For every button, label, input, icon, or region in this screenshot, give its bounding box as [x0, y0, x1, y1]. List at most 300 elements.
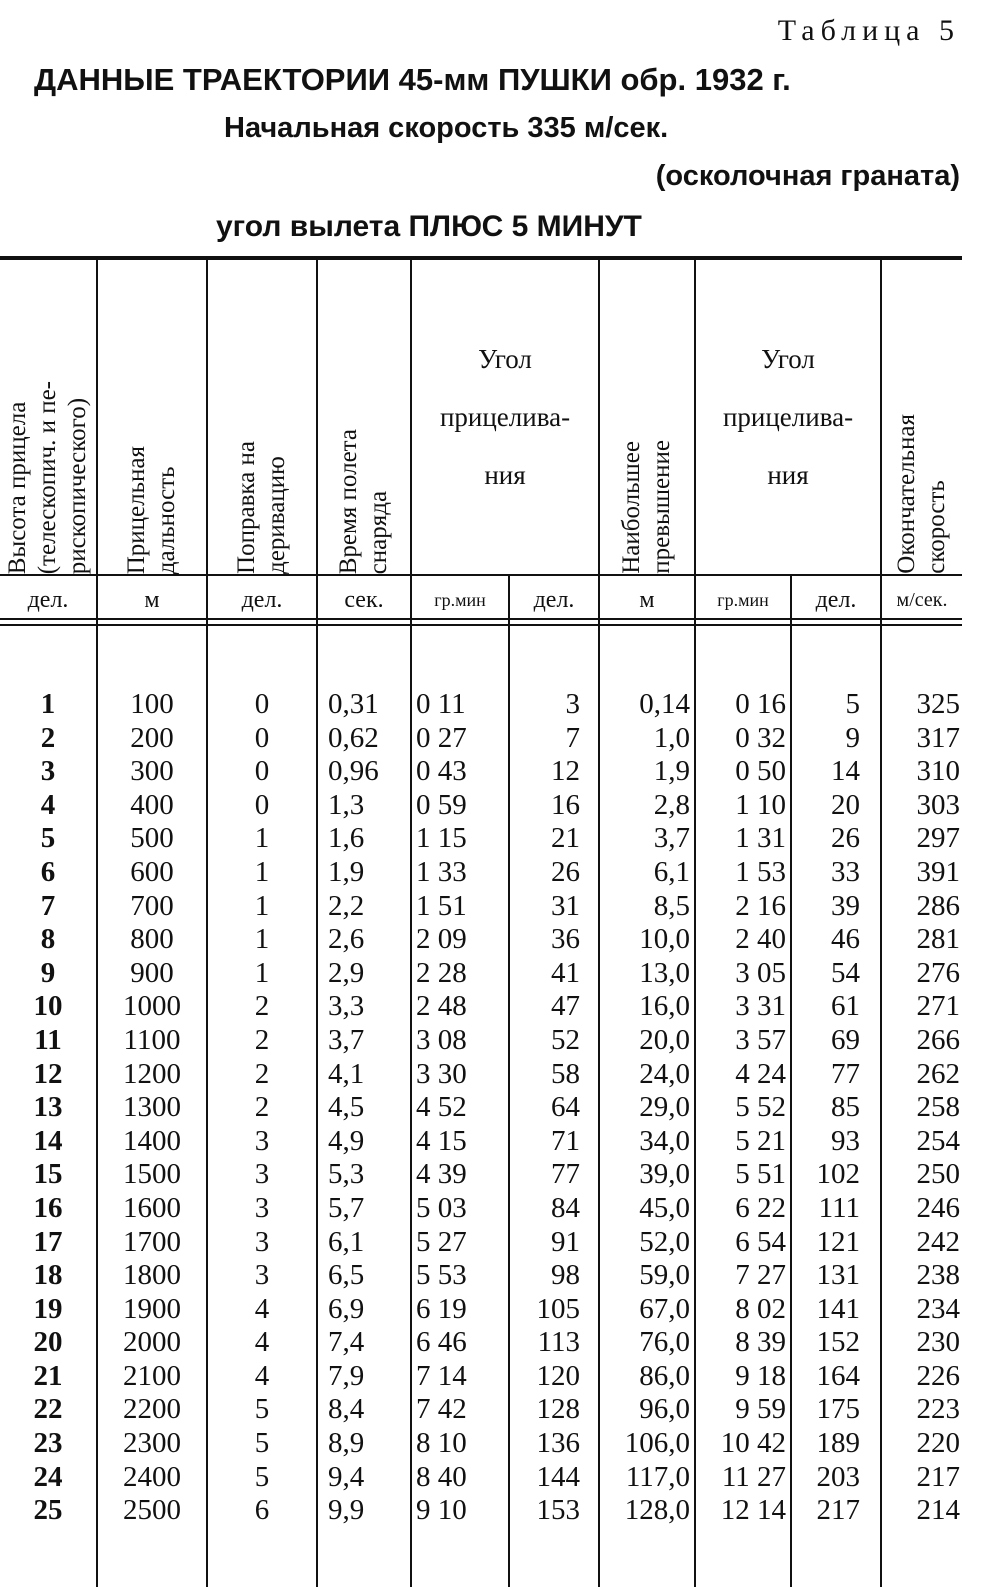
cell-aim2-grmin: 8 02	[735, 1292, 786, 1325]
cell-flight-time: 0,31	[328, 688, 379, 720]
cell-sight-range: 2400	[123, 1460, 181, 1493]
header-derivation: Поправка на деривацию	[233, 441, 290, 574]
cell-aim2-grmin: 0 50	[735, 755, 786, 788]
cell-derivation: 4	[254, 1292, 270, 1325]
table-row	[0, 957, 962, 991]
header-sight-range: Прицельная дальность	[123, 445, 180, 574]
cell-aim2-grmin: 0 32	[735, 721, 786, 754]
cell-derivation: 5	[254, 1427, 270, 1460]
table-row	[0, 990, 962, 1024]
table-row	[0, 1461, 962, 1495]
cell-max-height: 67,0	[639, 1292, 690, 1325]
cell-flight-time: 9,9	[328, 1494, 365, 1527]
cell-aim2-grmin: 0 16	[735, 688, 786, 720]
table-row	[0, 890, 962, 924]
cell-final-speed: 281	[916, 923, 960, 956]
cell-aim2-grmin: 7 27	[735, 1259, 786, 1292]
cell-aim1-grmin: 6 19	[416, 1292, 467, 1325]
cell-aim2-del: 46	[831, 923, 860, 956]
cell-flight-time: 5,7	[328, 1191, 365, 1224]
unit-final-speed: м/сек.	[896, 589, 948, 611]
cell-final-speed: 286	[916, 889, 960, 922]
cell-sight-height: 5	[40, 822, 56, 855]
cell-aim1-del: 3	[565, 688, 580, 720]
table-row	[0, 1360, 962, 1394]
cell-flight-time: 8,9	[328, 1427, 365, 1460]
cell-derivation: 5	[254, 1460, 270, 1493]
cell-aim1-del: 120	[536, 1359, 580, 1392]
cell-aim2-del: 121	[816, 1225, 860, 1258]
table-body	[0, 688, 962, 1528]
cell-aim1-grmin: 9 10	[416, 1494, 467, 1527]
cell-aim1-grmin: 1 33	[416, 855, 467, 888]
cell-aim1-grmin: 6 46	[416, 1326, 467, 1359]
cell-flight-time: 7,9	[328, 1359, 365, 1392]
cell-sight-range: 1200	[123, 1057, 181, 1090]
cell-max-height: 6,1	[653, 855, 690, 888]
header-flight-time: Время полета снаряда	[335, 428, 392, 574]
cell-derivation: 2	[254, 1091, 270, 1124]
cell-max-height: 20,0	[639, 1023, 690, 1056]
cell-final-speed: 276	[916, 956, 960, 989]
cell-derivation: 4	[254, 1359, 270, 1392]
cell-aim1-grmin: 3 30	[416, 1057, 467, 1090]
cell-derivation: 1	[254, 923, 270, 956]
cell-flight-time: 3,7	[328, 1023, 365, 1056]
table-row	[0, 1427, 962, 1461]
cell-max-height: 106,0	[624, 1427, 690, 1460]
cell-sight-height: 10	[33, 990, 63, 1023]
cell-aim2-grmin: 5 52	[735, 1091, 786, 1124]
cell-sight-height: 17	[33, 1225, 63, 1258]
cell-aim1-grmin: 0 43	[416, 755, 467, 788]
cell-sight-height: 12	[33, 1057, 63, 1090]
cell-flight-time: 2,9	[328, 956, 365, 989]
cell-aim1-del: 52	[551, 1023, 580, 1056]
cell-sight-range: 2100	[123, 1359, 181, 1392]
cell-aim1-del: 47	[551, 990, 580, 1023]
cell-aim1-del: 12	[551, 755, 580, 788]
cell-derivation: 2	[254, 990, 270, 1023]
cell-aim1-grmin: 5 27	[416, 1225, 467, 1258]
cell-flight-time: 2,2	[328, 889, 365, 922]
units-bottom-rule-2	[0, 624, 962, 626]
cell-aim2-del: 93	[831, 1124, 860, 1157]
cell-aim2-del: 141	[816, 1292, 860, 1325]
unit-flight-time: сек.	[344, 587, 384, 613]
cell-final-speed: 234	[916, 1292, 960, 1325]
projectile-type: (осколочная граната)	[655, 160, 960, 192]
cell-derivation: 3	[254, 1158, 270, 1191]
cell-aim1-del: 98	[551, 1259, 580, 1292]
cell-max-height: 3,7	[653, 822, 690, 855]
cell-final-speed: 242	[916, 1225, 960, 1258]
cell-derivation: 3	[254, 1259, 270, 1292]
cell-max-height: 10,0	[639, 923, 690, 956]
cell-aim1-del: 31	[551, 889, 580, 922]
cell-derivation: 0	[254, 755, 270, 788]
cell-final-speed: 246	[916, 1191, 960, 1224]
cell-sight-range: 400	[130, 788, 174, 821]
cell-aim2-grmin: 11 27	[721, 1460, 786, 1493]
cell-aim1-del: 16	[551, 788, 580, 821]
cell-sight-height: 11	[34, 1023, 62, 1056]
cell-sight-range: 2000	[123, 1326, 181, 1359]
cell-final-speed: 266	[916, 1023, 960, 1056]
cell-derivation: 0	[254, 721, 270, 754]
cell-final-speed: 214	[916, 1494, 960, 1527]
cell-flight-time: 6,1	[328, 1225, 365, 1258]
table-row	[0, 1158, 962, 1192]
cell-max-height: 2,8	[653, 788, 690, 821]
header-sight-height: Высота прицела (телескопич. и пе- рископического)	[4, 380, 91, 574]
unit-aim1-grmin: гр.мин	[434, 590, 486, 610]
cell-sight-range: 1900	[123, 1292, 181, 1325]
table-row	[0, 1494, 962, 1528]
cell-aim1-del: 77	[551, 1158, 580, 1191]
table-row	[0, 1024, 962, 1058]
cell-sight-range: 600	[130, 855, 174, 888]
cell-derivation: 6	[254, 1494, 270, 1527]
unit-aim2-del: дел.	[815, 587, 857, 613]
cell-aim1-del: 36	[551, 923, 580, 956]
header-aim-angle-1: Угол прицелива- ния	[439, 344, 571, 490]
cell-aim1-del: 91	[551, 1225, 580, 1258]
header-aim-angle-2: Угол прицелива- ния	[722, 344, 854, 490]
cell-aim2-del: 54	[831, 956, 860, 989]
cell-max-height: 16,0	[639, 990, 690, 1023]
cell-aim1-grmin: 5 53	[416, 1259, 467, 1292]
table-row	[0, 1293, 962, 1327]
table-row	[0, 923, 962, 957]
unit-sight-height: дел.	[27, 587, 69, 613]
muzzle-velocity-subtitle: Начальная скорость 335 м/сек.	[224, 112, 669, 144]
table-row	[0, 1091, 962, 1125]
cell-aim1-grmin: 7 42	[416, 1393, 467, 1426]
cell-aim2-del: 9	[845, 721, 860, 754]
cell-flight-time: 2,6	[328, 923, 365, 956]
cell-sight-height: 23	[33, 1427, 63, 1460]
cell-final-speed: 303	[916, 788, 960, 821]
cell-flight-time: 6,9	[328, 1292, 365, 1325]
cell-sight-range: 2500	[123, 1494, 181, 1527]
cell-sight-range: 1400	[123, 1124, 181, 1157]
cell-aim2-grmin: 2 40	[735, 923, 786, 956]
cell-final-speed: 223	[916, 1393, 960, 1426]
cell-sight-height: 3	[40, 755, 56, 788]
cell-sight-range: 700	[130, 889, 174, 922]
departure-angle: угол вылета ПЛЮС 5 МИНУТ	[216, 210, 642, 243]
cell-sight-height: 24	[33, 1460, 63, 1493]
cell-final-speed: 271	[916, 990, 960, 1023]
cell-max-height: 29,0	[639, 1091, 690, 1124]
cell-sight-height: 21	[33, 1359, 63, 1392]
cell-flight-time: 7,4	[328, 1326, 365, 1359]
cell-aim1-grmin: 2 28	[416, 956, 467, 989]
cell-max-height: 34,0	[639, 1124, 690, 1157]
cell-aim2-grmin: 8 39	[735, 1326, 786, 1359]
cell-aim2-grmin: 5 21	[735, 1124, 786, 1157]
cell-aim2-del: 14	[831, 755, 860, 788]
cell-sight-height: 22	[33, 1393, 63, 1426]
cell-final-speed: 238	[916, 1259, 960, 1292]
cell-max-height: 13,0	[639, 956, 690, 989]
unit-aim1-del: дел.	[533, 587, 575, 613]
cell-aim2-del: 39	[831, 889, 860, 922]
cell-sight-range: 1000	[123, 990, 181, 1023]
table-row	[0, 1125, 962, 1159]
cell-max-height: 24,0	[639, 1057, 690, 1090]
cell-aim1-del: 58	[551, 1057, 580, 1090]
cell-aim1-del: 128	[536, 1393, 580, 1426]
cell-flight-time: 4,5	[328, 1091, 365, 1124]
cell-final-speed: 217	[916, 1460, 960, 1493]
unit-aim2-grmin: гр.мин	[717, 590, 769, 610]
table-row	[0, 1058, 962, 1092]
cell-sight-range: 200	[130, 721, 174, 754]
table-row	[0, 722, 962, 756]
cell-aim2-grmin: 12 14	[720, 1494, 786, 1527]
cell-aim1-grmin: 1 51	[416, 889, 467, 922]
cell-aim1-del: 153	[536, 1494, 580, 1527]
cell-final-speed: 262	[916, 1057, 960, 1090]
cell-derivation: 1	[254, 855, 270, 888]
cell-sight-range: 1300	[123, 1091, 181, 1124]
cell-flight-time: 1,6	[328, 822, 365, 855]
table-title: ДАННЫЕ ТРАЕКТОРИИ 45-мм ПУШКИ обр. 1932 г.	[34, 62, 791, 97]
cell-aim2-del: 61	[831, 990, 860, 1023]
cell-aim2-del: 20	[831, 788, 860, 821]
unit-sight-range: м	[144, 587, 160, 613]
cell-aim2-del: 26	[831, 822, 860, 855]
table-row	[0, 1326, 962, 1360]
cell-aim2-del: 111	[818, 1191, 860, 1224]
unit-derivation: дел.	[241, 587, 283, 613]
cell-final-speed: 391	[916, 855, 960, 888]
cell-aim1-grmin: 4 39	[416, 1158, 467, 1191]
cell-aim1-del: 26	[551, 855, 580, 888]
cell-sight-height: 14	[33, 1124, 63, 1157]
cell-aim2-del: 33	[831, 855, 860, 888]
cell-sight-range: 1600	[123, 1191, 181, 1224]
cell-aim2-grmin: 4 24	[735, 1057, 786, 1090]
cell-derivation: 1	[254, 889, 270, 922]
cell-aim1-grmin: 5 03	[416, 1191, 467, 1224]
cell-aim2-del: 5	[845, 688, 860, 720]
cell-sight-range: 1500	[123, 1158, 181, 1191]
cell-flight-time: 3,3	[328, 990, 365, 1023]
cell-max-height: 76,0	[639, 1326, 690, 1359]
cell-aim1-grmin: 4 15	[416, 1124, 467, 1157]
cell-aim1-del: 71	[551, 1124, 580, 1157]
cell-max-height: 59,0	[639, 1259, 690, 1292]
cell-sight-height: 15	[33, 1158, 63, 1191]
cell-aim2-del: 203	[816, 1460, 860, 1493]
cell-sight-height: 19	[33, 1292, 63, 1325]
cell-aim2-del: 69	[831, 1023, 860, 1056]
cell-aim2-del: 217	[816, 1494, 860, 1527]
cell-derivation: 1	[254, 956, 270, 989]
table-row	[0, 822, 962, 856]
unit-max-height: м	[639, 587, 655, 613]
cell-sight-height: 6	[40, 855, 56, 888]
cell-sight-range: 1100	[123, 1023, 181, 1056]
table-row	[0, 755, 962, 789]
cell-aim2-grmin: 6 22	[735, 1191, 786, 1224]
cell-sight-range: 2200	[123, 1393, 181, 1426]
cell-final-speed: 297	[916, 822, 960, 855]
cell-aim2-del: 131	[816, 1259, 860, 1292]
cell-sight-range: 500	[130, 822, 174, 855]
cell-flight-time: 6,5	[328, 1259, 365, 1292]
cell-flight-time: 5,3	[328, 1158, 365, 1191]
table-top-rule	[0, 256, 962, 260]
cell-flight-time: 0,62	[328, 721, 379, 754]
table-row	[0, 1226, 962, 1260]
cell-aim2-del: 77	[831, 1057, 860, 1090]
cell-flight-time: 0,96	[328, 755, 379, 788]
cell-aim1-grmin: 4 52	[416, 1091, 467, 1124]
cell-max-height: 96,0	[639, 1393, 690, 1426]
cell-aim1-grmin: 2 48	[416, 990, 467, 1023]
cell-max-height: 52,0	[639, 1225, 690, 1258]
cell-max-height: 117,0	[625, 1460, 690, 1493]
cell-final-speed: 250	[916, 1158, 960, 1191]
cell-max-height: 39,0	[639, 1158, 690, 1191]
table-row	[0, 1192, 962, 1226]
cell-aim1-del: 113	[537, 1326, 580, 1359]
cell-sight-height: 13	[33, 1091, 63, 1124]
cell-aim1-del: 64	[551, 1091, 580, 1124]
cell-sight-range: 2300	[123, 1427, 181, 1460]
cell-aim2-grmin: 5 51	[735, 1158, 786, 1191]
cell-sight-height: 1	[40, 688, 56, 720]
cell-aim2-grmin: 9 18	[735, 1359, 786, 1392]
cell-flight-time: 4,1	[328, 1057, 365, 1090]
table-row	[0, 688, 962, 722]
cell-aim2-grmin: 1 31	[735, 822, 786, 855]
cell-max-height: 0,14	[639, 688, 690, 720]
cell-aim2-del: 189	[816, 1427, 860, 1460]
cell-aim2-del: 102	[816, 1158, 860, 1191]
cell-sight-height: 16	[33, 1191, 63, 1224]
cell-aim2-grmin: 1 10	[735, 788, 786, 821]
cell-derivation: 3	[254, 1225, 270, 1258]
cell-flight-time: 1,3	[328, 788, 365, 821]
cell-aim1-del: 41	[551, 956, 580, 989]
cell-derivation: 2	[254, 1057, 270, 1090]
cell-sight-height: 20	[33, 1326, 63, 1359]
cell-derivation: 0	[254, 688, 270, 720]
cell-aim1-del: 144	[536, 1460, 580, 1493]
cell-derivation: 0	[254, 788, 270, 821]
cell-aim2-grmin: 10 42	[720, 1427, 786, 1460]
table-row	[0, 1259, 962, 1293]
cell-derivation: 1	[254, 822, 270, 855]
cell-aim1-grmin: 1 15	[416, 822, 467, 855]
cell-flight-time: 8,4	[328, 1393, 365, 1426]
cell-aim2-grmin: 6 54	[735, 1225, 786, 1258]
cell-final-speed: 226	[916, 1359, 960, 1392]
cell-sight-height: 18	[33, 1259, 63, 1292]
cell-flight-time: 1,9	[328, 855, 365, 888]
cell-derivation: 5	[254, 1393, 270, 1426]
cell-aim1-grmin: 0 11	[416, 688, 466, 720]
cell-derivation: 3	[254, 1191, 270, 1224]
cell-sight-range: 1800	[123, 1259, 181, 1292]
cell-aim1-grmin: 3 08	[416, 1023, 467, 1056]
cell-aim2-del: 164	[816, 1359, 860, 1392]
table-number: Таблица 5	[777, 14, 960, 47]
cell-aim1-grmin: 0 27	[416, 721, 467, 754]
cell-final-speed: 325	[916, 688, 960, 720]
header-max-height: Наибольшее превышение	[618, 440, 675, 574]
table-row	[0, 856, 962, 890]
cell-final-speed: 317	[916, 721, 960, 754]
cell-sight-range: 900	[130, 956, 174, 989]
cell-sight-height: 8	[40, 923, 56, 956]
cell-aim2-del: 152	[816, 1326, 860, 1359]
cell-final-speed: 230	[916, 1326, 960, 1359]
cell-sight-range: 1700	[123, 1225, 181, 1258]
cell-sight-height: 4	[40, 788, 56, 821]
cell-max-height: 86,0	[639, 1359, 690, 1392]
cell-aim1-grmin: 2 09	[416, 923, 467, 956]
cell-aim2-del: 85	[831, 1091, 860, 1124]
cell-aim1-del: 7	[565, 721, 580, 754]
units-top-rule	[0, 574, 962, 576]
cell-aim2-grmin: 9 59	[735, 1393, 786, 1426]
cell-derivation: 3	[254, 1124, 270, 1157]
cell-max-height: 1,9	[653, 755, 690, 788]
cell-derivation: 4	[254, 1326, 270, 1359]
cell-aim1-del: 21	[551, 822, 580, 855]
cell-sight-height: 25	[33, 1494, 63, 1527]
cell-aim2-del: 175	[816, 1393, 860, 1426]
cell-aim1-del: 136	[536, 1427, 580, 1460]
cell-aim2-grmin: 1 53	[735, 855, 786, 888]
cell-final-speed: 310	[916, 755, 960, 788]
cell-sight-height: 2	[40, 721, 56, 754]
cell-final-speed: 258	[916, 1091, 960, 1124]
cell-final-speed: 220	[916, 1427, 960, 1460]
cell-sight-height: 7	[40, 889, 56, 922]
cell-final-speed: 254	[916, 1124, 960, 1157]
cell-sight-range: 300	[130, 755, 174, 788]
cell-sight-height: 9	[40, 956, 56, 989]
cell-aim2-grmin: 3 31	[735, 990, 786, 1023]
cell-max-height: 45,0	[639, 1191, 690, 1224]
table-row	[0, 1393, 962, 1427]
cell-aim2-grmin: 3 57	[735, 1023, 786, 1056]
cell-aim1-del: 84	[551, 1191, 580, 1224]
cell-aim1-grmin: 8 40	[416, 1460, 467, 1493]
cell-max-height: 8,5	[653, 889, 690, 922]
cell-flight-time: 4,9	[328, 1124, 365, 1157]
cell-aim1-grmin: 8 10	[416, 1427, 467, 1460]
cell-aim1-grmin: 0 59	[416, 788, 467, 821]
cell-flight-time: 9,4	[328, 1460, 365, 1493]
header-final-speed: Окончательная скорость	[893, 414, 950, 574]
table-row	[0, 789, 962, 823]
cell-aim2-grmin: 3 05	[735, 956, 786, 989]
cell-max-height: 1,0	[653, 721, 690, 754]
cell-sight-range: 100	[130, 688, 174, 720]
cell-aim1-grmin: 7 14	[416, 1359, 467, 1392]
cell-derivation: 2	[254, 1023, 270, 1056]
cell-aim1-del: 105	[536, 1292, 580, 1325]
cell-aim2-grmin: 2 16	[735, 889, 786, 922]
